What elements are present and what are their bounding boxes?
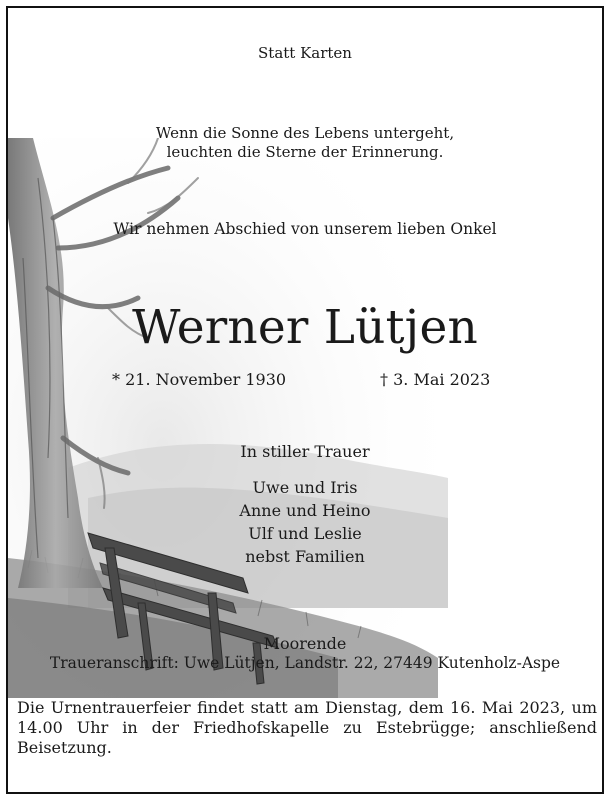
- header-statt-karten: Statt Karten: [258, 44, 352, 62]
- death-date: † 3. Mai 2023: [380, 370, 491, 389]
- deceased-name: Werner Lütjen: [132, 300, 478, 355]
- mourner-name: nebst Familien: [245, 547, 365, 566]
- mourning-address: Traueranschrift: Uwe Lütjen, Landstr. 22, 27449 Kutenholz-Aspe: [49, 654, 561, 672]
- mourner-name: Ulf und Leslie: [248, 524, 362, 543]
- mourner-name: Anne und Heino: [239, 501, 371, 520]
- intro-text: Wir nehmen Abschied von unserem lieben Onkel: [113, 220, 497, 238]
- birth-date: * 21. November 1930: [112, 370, 287, 389]
- place-name: Moorende: [263, 634, 347, 653]
- verse-line-1: Wenn die Sonne des Lebens untergeht,: [155, 124, 455, 142]
- mourner-name: Uwe und Iris: [252, 478, 358, 497]
- obituary-card: [6, 6, 604, 794]
- funeral-notice: Die Urnentrauerfeier findet statt am Dienstag, dem 16. Mai 2023, um 14.00 Uhr in der Friedhofskapelle zu Estebrügge; anschließend Beisetzung.: [17, 698, 597, 757]
- mourners-heading: In stiller Trauer: [240, 442, 370, 461]
- verse-line-2: leuchten die Sterne der Erinnerung.: [166, 143, 444, 161]
